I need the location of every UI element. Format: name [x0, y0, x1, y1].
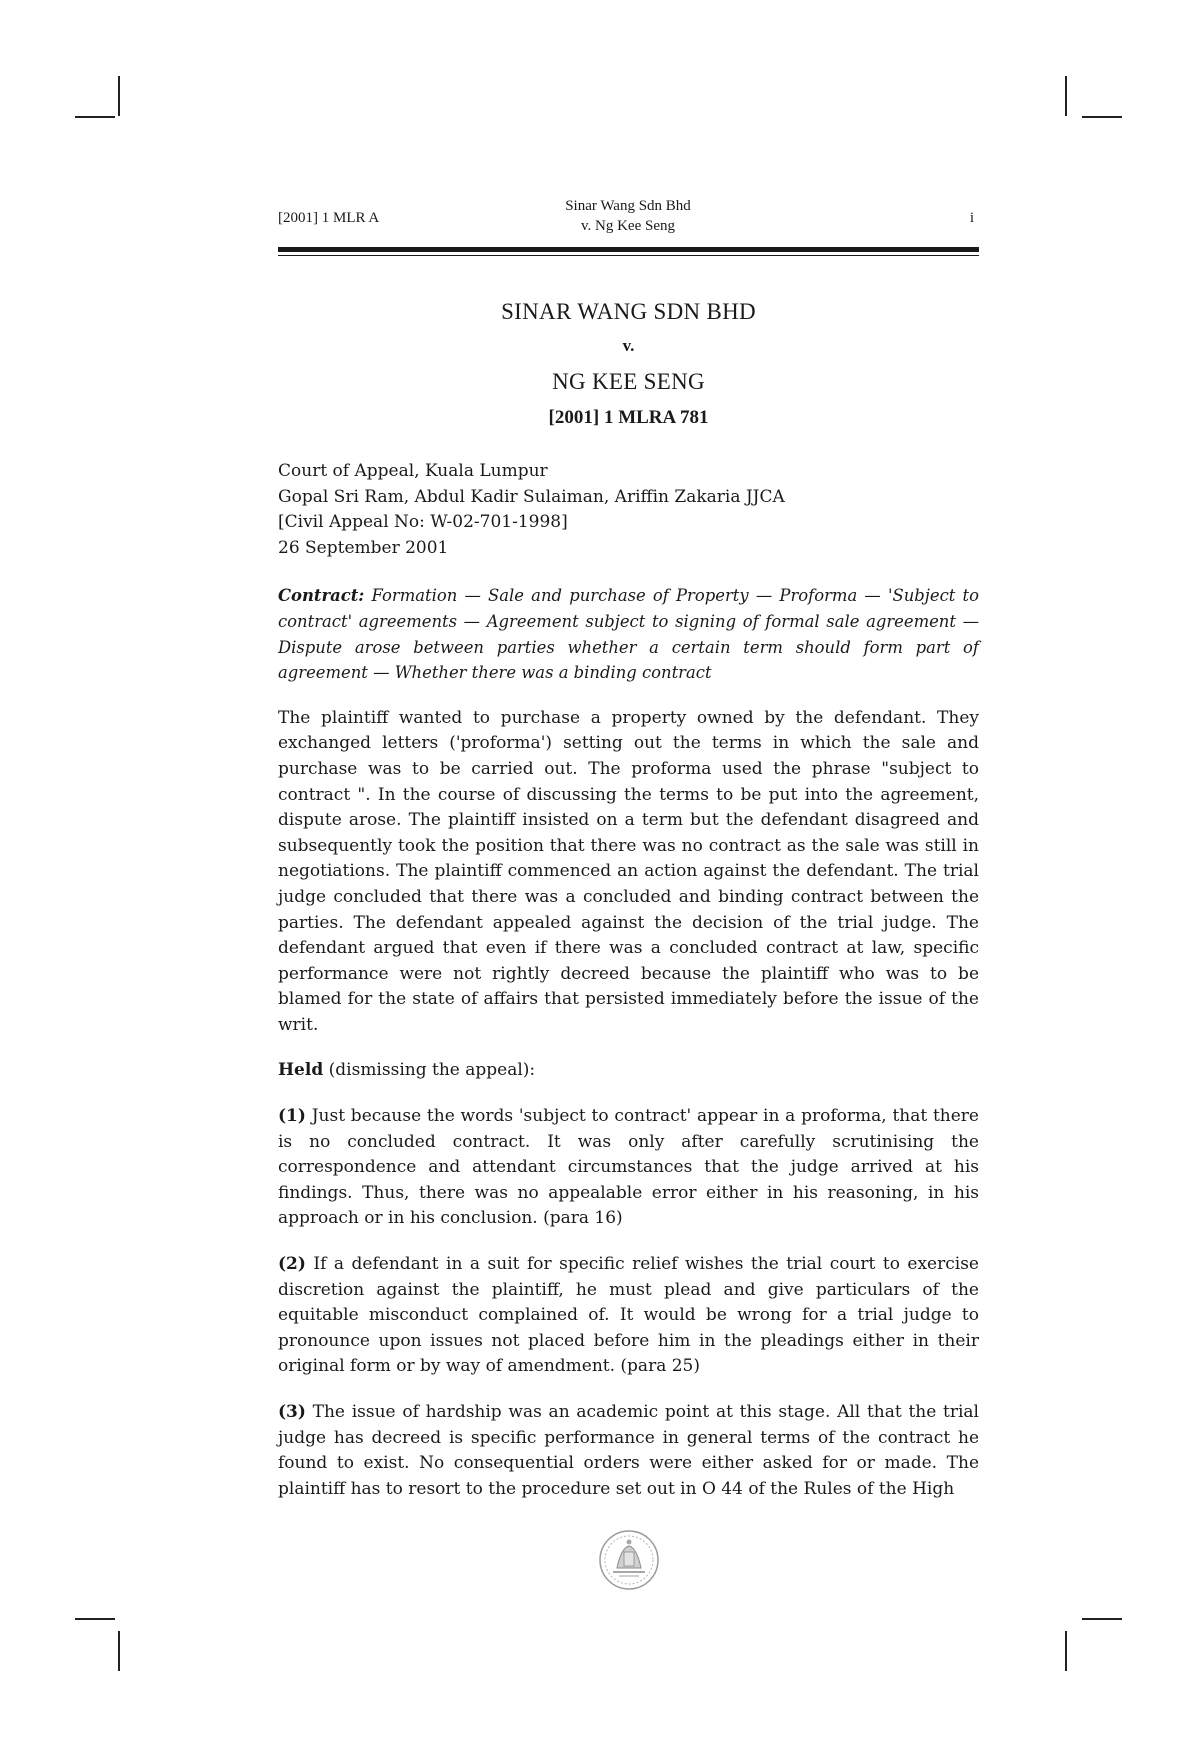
crop-mark-top-left-horizontal	[75, 116, 115, 118]
held-text: (dismissing the appeal):	[323, 1060, 536, 1081]
page-number: i	[969, 210, 974, 226]
holding-item	[278, 1104, 979, 1232]
case-title-block	[278, 298, 979, 430]
crop-mark-bottom-right-horizontal	[1082, 1618, 1122, 1620]
crop-mark-bottom-left-vertical	[118, 1631, 120, 1671]
catchwords-text: Formation — Sale and purchase of Property — Proforma — 'Subject to contract' agreements — Agreement subject to signing of formal sale agreement — Dispute arose between parties whether a certain term should form part of agreement — Whether there was a binding contract	[278, 586, 979, 683]
document-body	[278, 459, 979, 1522]
judgment-date: 26 September 2001	[278, 537, 449, 558]
holding-text: Just because the words 'subject to contract' appear in a proforma, that there is no concluded contract. It was only after carefully scrutinising the correspondence and attendant circumstances that the judge arrived at his findings. Thus, there was no appealable error either in his reasoning, in his approach or in his conclusion. (para 16)	[278, 1106, 979, 1229]
court-info	[278, 459, 979, 561]
holding-text: If a defendant in a suit for specific relief wishes the trial court to exercise discretion against the plaintiff, he must plead and give particulars of the equitable misconduct complained of. It would be wrong for a trial judge to pronounce upon issues not placed before him in the pleadings either in their original form or by way of amendment. (para 25)	[278, 1254, 979, 1377]
case-number: [Civil Appeal No: W-02-701-1998]	[278, 512, 568, 533]
holding-item	[278, 1252, 979, 1380]
running-head	[278, 196, 978, 236]
running-head-case-name	[278, 196, 978, 236]
judges: Gopal Sri Ram, Abdul Kadir Sulaiman, Ariffin Zakaria JJCA	[278, 486, 785, 507]
header-rule-thick	[278, 247, 979, 252]
held-heading	[278, 1058, 979, 1084]
holding-number: (3)	[278, 1402, 306, 1422]
crop-mark-bottom-right-vertical	[1065, 1631, 1067, 1671]
held-label: Held	[278, 1060, 324, 1081]
crop-mark-top-right-vertical	[1065, 76, 1067, 116]
case-citation: [2001] 1 MLRA 781	[548, 407, 709, 428]
running-head-party1: Sinar Wang Sdn Bhd	[565, 198, 691, 214]
holding-number: (2)	[278, 1254, 306, 1275]
court-seal-icon	[597, 1528, 661, 1592]
running-head-party2: v. Ng Kee Seng	[580, 218, 675, 234]
catchwords	[278, 583, 979, 685]
catchwords-subject: Contract:	[278, 586, 365, 606]
running-head-citation: [2001] 1 MLR A	[278, 210, 380, 226]
holding-number: (1)	[278, 1106, 306, 1127]
case-versus: v.	[622, 336, 635, 355]
court-name: Court of Appeal, Kuala Lumpur	[278, 461, 548, 481]
case-party-defendant: NG KEE SENG	[552, 369, 705, 394]
holding-text: The issue of hardship was an academic point at this stage. All that the trial judge has decreed is specific performance in general terms of the contract he found to exist. No consequential orders were either asked for or made. The plaintiff has to resort to the procedure set out in O 44 of the Rules of the High	[278, 1402, 979, 1499]
case-summary: The plaintiff wanted to purchase a property owned by the defendant. They exchanged letters ('proforma') setting out the terms in which the sale and purchase was to be carried out. The proforma used the phrase "subject to contract ". In the course of discussing the terms to be put into the agreement, dispute arose. The plaintiff insisted on a term but the defendant disagreed and subsequently took the position that there was no contract as the sale was still in negotiations. The plaintiff commenced an action against the defendant. The trial judge concluded that there was a concluded and binding contract between the parties. The defendant appealed against the decision of the trial judge. The defendant argued that even if there was a concluded contract at law, specific performance were not rightly decreed because the plaintiff who was to be blamed for the state of affairs that persisted immediately before the issue of the writ.	[278, 707, 979, 1035]
crop-mark-top-left-vertical	[118, 76, 120, 116]
holding-item	[278, 1400, 979, 1502]
crop-mark-top-right-horizontal	[1082, 116, 1122, 118]
case-party-plaintiff: SINAR WANG SDN BHD	[501, 299, 756, 324]
crop-mark-bottom-left-horizontal	[75, 1618, 115, 1620]
header-rule-thin	[278, 255, 979, 256]
